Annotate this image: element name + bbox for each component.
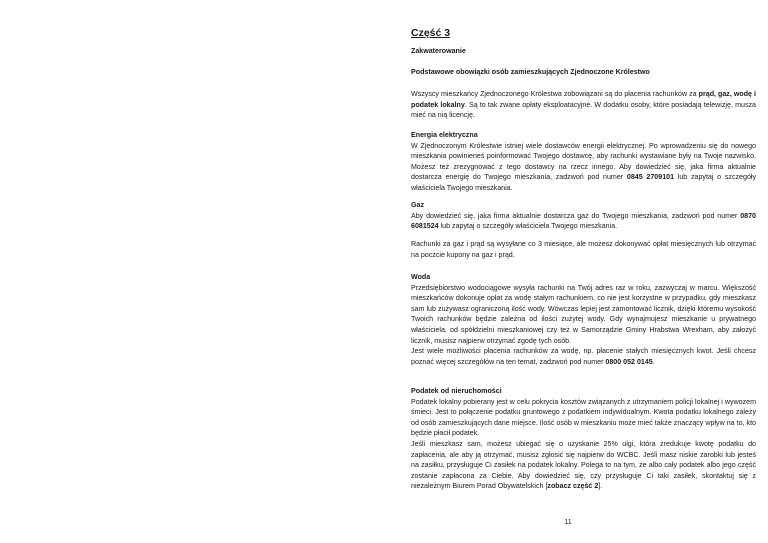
electricity-text: W Zjednoczonym Królestwie istniej wiele dostawców energii elektrycznej. Po wprowadzeniu się do nowego mieszkania powinieneś poinformować Twojego dostawcę, aby rachunki wystawiane były na Twoje nazwisko. Możesz też zrezygnować z tego dostawcy na rzecz innego. Aby dowiedzieć się, jaka firma aktualnie dostarcza energię do Twojego mieszkania, zadzwoń pod numer <box>411 141 756 182</box>
gas-text-end: lub zapytaj o szczegóły właściciela Twojego mieszkania. <box>438 222 618 231</box>
intro-text-end: . Są to tak zwane opłaty eksploatacyjne. W dodatku osoby, które posiadają telewizję, musza mieć na nią licencję. <box>411 100 756 120</box>
page-number: 11 <box>564 518 572 526</box>
property-tax-reference: zobacz część 2 <box>547 482 599 491</box>
intro-paragraph <box>411 89 756 121</box>
water-section <box>411 272 756 367</box>
gas-text: Aby dowiedzieć się, jaka firma aktualnie dostarcza gaz do Twojego mieszkania, zadzwoń pod numer <box>411 211 741 220</box>
property-tax-text: Podatek lokalny pobierany jest w celu pokrycia kosztów związanych z utrzymaniem policji lokalnej i wywozem śmieci. Jest to połączenie podatku gruntowego z podatkiem indywidualnym. Kwota podatku lokalnego zależy od osób zamieszkujących dane miejsce. Ilość osób w mieszkaniu może mieć także znaczący wpływ na to, kto będzie płacił podatek. <box>411 397 756 438</box>
water-phone: 0800 052 0145 <box>605 357 653 366</box>
property-tax-text-2: Jeśli mieszkasz sam, możesz ubiegać się o uzyskanie 25% ulgi, która zredukuje kwotę podatku do zapłacenia, ale aby ją otrzymać, musisz zgłosić się najpierw do WCBC. Jeśli masz niskie zarobki lub jesteś na zasiłku, przysługuje Ci zasiłek na podatek lokalny. Polega to na tym, że albo cały podatek albo jego część zostanie zapłacona za Ciebie. Aby dowiedzieć się, czy przysługuje Ci taki zasiłek, skontaktuj się z niezależnym Biurem Porad Obywatelskich [ <box>411 439 756 491</box>
electricity-section <box>411 130 756 194</box>
gas-phone: 0870 6081524 <box>411 211 756 231</box>
intro-bold-text: prąd, gaz, wodę i podatek lokalny <box>411 90 756 109</box>
property-tax-section <box>411 386 756 492</box>
section-title: Część 3 <box>411 27 451 39</box>
water-text: Przedsiębiorstwo wodociągowe wysyła rachunki na Twój adres raz w roku, zazwyczaj w marcu. Większość mieszkańców dokonuje opłat za wodę stałym rachunkiem, co nie jest korzystne w przypadku, gdy mieszkasz sam lub zużywasz ograniczoną ilość wody. Wówczas lepiej jest zamontować licznik, dzięki któremu wysokość Twoich rachunków będzie zależna od ilości zużytej wody. Gdy wynajmujesz mieszkanie u prywatnego właściciela, od spółdzielni mieszkaniowej czy też w Samorządzie Gminy Hrabstwa Wrexham, aby założyć licznik, musisz najpierw otrzymać zgodę tych osób. <box>411 283 756 345</box>
obligations-heading: Podstawowe obowiązki osób zamieszkujących Zjednoczone Królestwo <box>411 68 650 76</box>
water-text-2: Jest wiele możliwości płacenia rachunków za wodę, np. płacenie stałych miesięcznych kwot. Jeśli chcesz poznać więcej szczegółów na ten temat, zadzwoń pod numer <box>411 347 756 366</box>
electricity-text-end: lub zapytaj o szczegóły właściciela Twojego mieszkania. <box>411 173 757 192</box>
electricity-phone: 0845 2709101 <box>626 173 675 182</box>
gas-heading: Gaz <box>411 201 425 209</box>
billing-paragraph: Rachunki za gaz i prąd są wysyłane co 3 miesiące, ale możesz dokonywać opłat miesięcznych lub otrzymać na poczcie kupony na gaz i prąd. <box>411 240 756 259</box>
subtitle: Zakwaterowanie <box>411 47 466 55</box>
property-tax-heading: Podatek od nieruchomości <box>411 387 502 395</box>
intro-text: Wszyscy mieszkańcy Zjednoczonego Królestwa zobowiązani są do płacenia rachunków za <box>411 90 699 98</box>
water-text-end: . <box>652 357 655 366</box>
property-tax-text-end: ]. <box>598 482 603 491</box>
gas-section <box>411 200 756 232</box>
water-heading: Woda <box>411 273 431 281</box>
electricity-heading: Energia elektryczna <box>411 131 478 139</box>
